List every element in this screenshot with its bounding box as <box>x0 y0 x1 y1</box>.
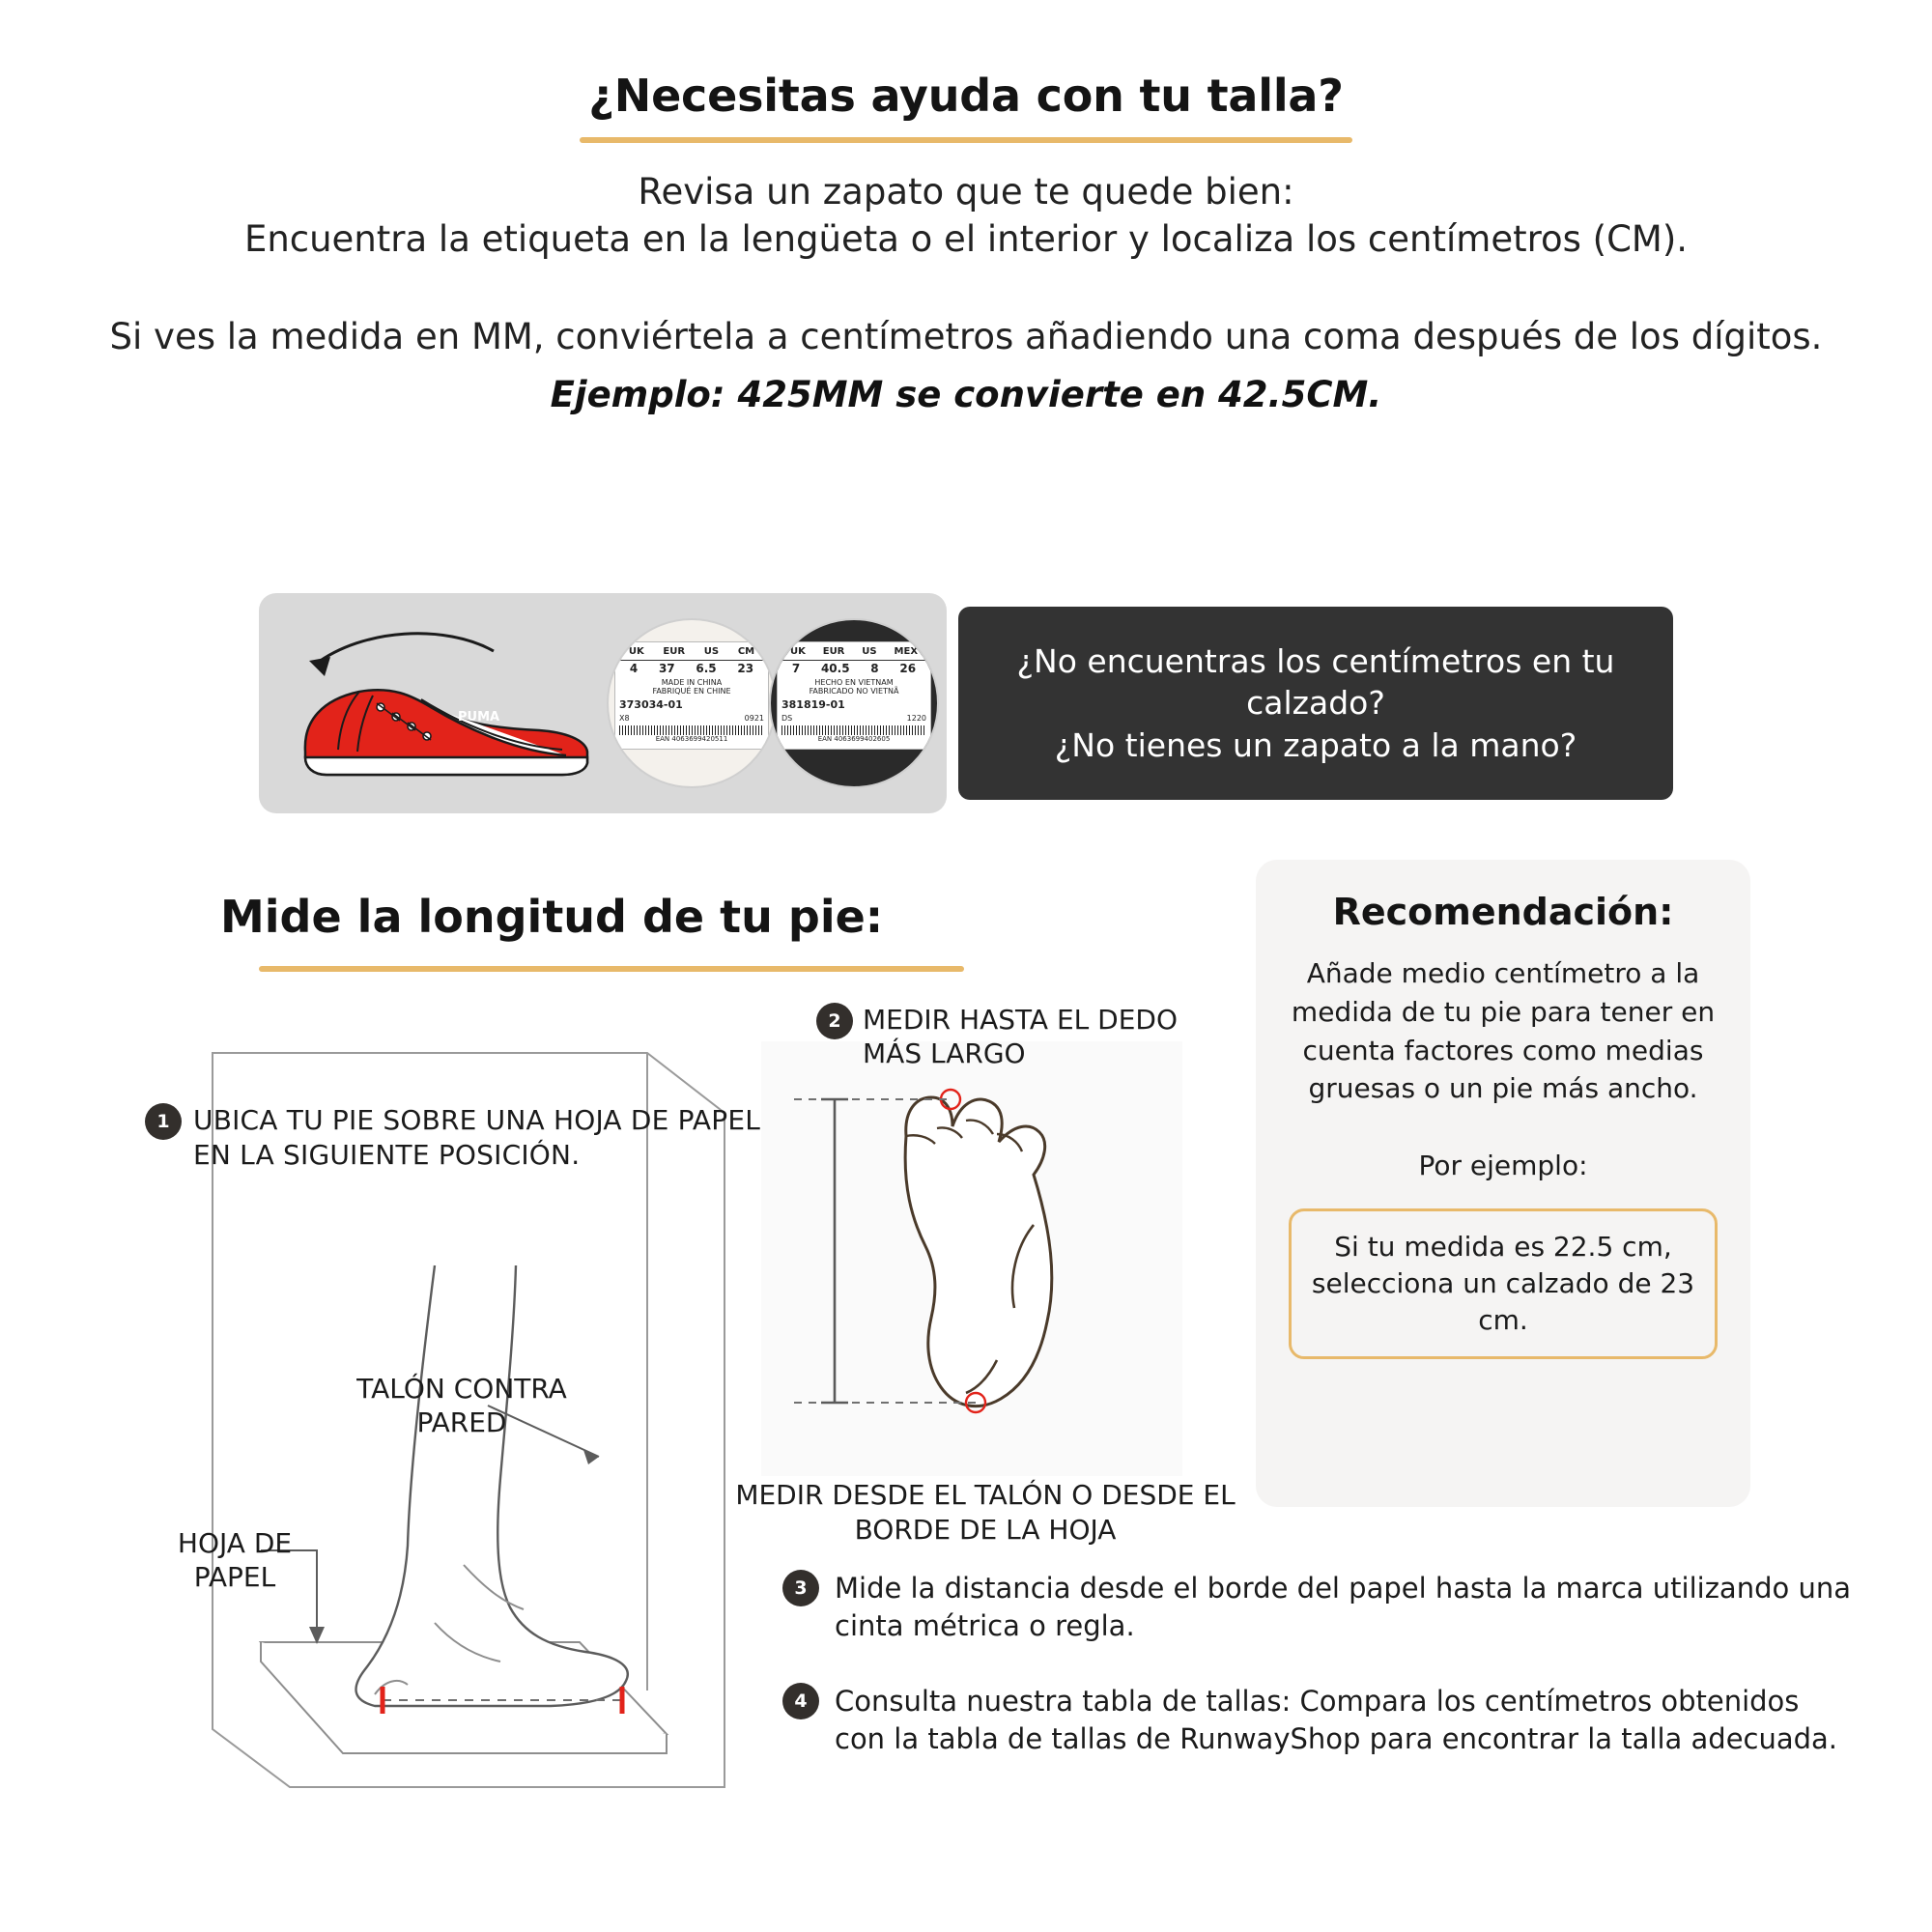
callout-line-2: ¿No tienes un zapato a la mano? <box>1054 725 1577 764</box>
page-title: ¿Necesitas ayuda con tu talla? <box>588 70 1344 122</box>
label-values-white <box>619 661 764 676</box>
label-value: 37 <box>658 661 675 675</box>
hoja-papel-label: HOJA DE PAPEL <box>177 1527 293 1593</box>
label-value: 8 <box>870 661 879 675</box>
callout-line-1: ¿No encuentras los centímetros en tu calzado? <box>1016 641 1615 723</box>
label-origin-black <box>781 678 926 696</box>
recommendation-example-label: Por ejemplo: <box>1418 1150 1588 1181</box>
shoe-label-white <box>607 618 777 788</box>
sneaker-icon <box>276 607 614 800</box>
step-1-text: UBICA TU PIE SOBRE UNA HOJA DE PAPEL EN LA SIGUIENTE POSICIÓN. <box>193 1104 761 1172</box>
intro-line-2: Encuentra la etiqueta en la lengüeta o el interior y localiza los centímetros (CM). <box>243 218 1689 261</box>
label-codes-white <box>619 714 764 724</box>
label-header: US <box>862 646 877 657</box>
label-header: MEX <box>894 646 919 657</box>
label-header: UK <box>789 646 806 657</box>
step-4-badge: 4 <box>782 1683 819 1719</box>
measure-section-title: Mide la longitud de tu pie: <box>220 891 884 943</box>
step-3-text: Mide la distancia desde el borde del papel hasta la marca utilizando una cinta métrica o regla. <box>835 1572 1851 1643</box>
shoe-label-black <box>769 618 939 788</box>
mm-conversion-text <box>0 313 1932 417</box>
label-headers-white <box>619 646 764 661</box>
label-value: 4 <box>629 661 639 675</box>
label-header: EUR <box>663 646 686 657</box>
recommendation-title: Recomendación: <box>1332 891 1674 933</box>
step-2-badge: 2 <box>816 1003 853 1039</box>
label-left-code: X8 <box>619 714 630 724</box>
foot-outline-diagram <box>761 1041 1182 1476</box>
talon-label: TALÓN CONTRA PARED <box>356 1373 567 1438</box>
intro-text <box>0 168 1932 263</box>
label-header: CM <box>737 646 755 657</box>
label-tag-black <box>777 641 931 750</box>
label-values-black <box>781 661 926 676</box>
measure-section-underline <box>259 966 964 972</box>
label-codes-black <box>781 714 926 724</box>
step-4-text: Consulta nuestra tabla de tallas: Compara los centímetros obtenidos con la tabla de tallas de RunwayShop para encontrar la talla adecuada. <box>835 1685 1838 1756</box>
title-underline <box>580 137 1352 143</box>
barcode-icon <box>781 725 926 735</box>
barcode-icon <box>619 725 764 735</box>
foot-measure-caption: MEDIR DESDE EL TALÓN O DESDE EL BORDE DE LA HOJA <box>735 1479 1236 1546</box>
label-tag-white <box>614 641 769 750</box>
label-value: 6.5 <box>696 661 717 675</box>
recommendation-example-box: Si tu medida es 22.5 cm, selecciona un calzado de 23 cm. <box>1289 1208 1718 1359</box>
label-value-mex: 26 <box>899 661 917 675</box>
label-ean-black: EAN 4063699402605 <box>817 735 891 744</box>
label-value: 40.5 <box>820 661 850 675</box>
mm-example: Ejemplo: 425MM se convierte en 42.5CM. <box>550 373 1382 415</box>
label-right-code: 1220 <box>906 714 926 724</box>
label-header: US <box>703 646 720 657</box>
label-origin-line: MADE IN CHINA <box>661 677 723 687</box>
label-origin-white <box>619 678 764 696</box>
step-3-badge: 3 <box>782 1570 819 1606</box>
shoe-illustration-panel <box>259 593 947 813</box>
mm-instruction: Si ves la medida en MM, conviértela a centímetros añadiendo una coma después de los dígitos. <box>109 316 1823 358</box>
step-1-badge: 1 <box>145 1103 182 1140</box>
label-headers-black <box>781 646 926 661</box>
label-code-white: 373034-01 <box>619 697 683 711</box>
step-1 <box>145 1103 782 1174</box>
label-right-code: 0921 <box>744 714 764 724</box>
label-value-cm: 23 <box>737 661 754 675</box>
label-origin-line: HECHO EN VIETNAM <box>814 677 894 687</box>
intro-line-1: Revisa un zapato que te quede bien: <box>638 171 1294 213</box>
no-cm-callout <box>958 607 1673 800</box>
label-ean-white: EAN 4063699420511 <box>655 735 728 744</box>
recommendation-body: Añade medio centímetro a la medida de tu pie para tener en cuenta factores como medias gruesas o un pie más ancho. <box>1291 957 1716 1105</box>
label-value: 7 <box>791 661 801 675</box>
foot-outline-panel <box>761 1041 1182 1476</box>
step-3 <box>782 1570 1855 1646</box>
label-header: EUR <box>822 646 845 657</box>
label-code-black: 381819-01 <box>781 697 845 711</box>
label-origin-line: FABRICADO NO VIETNÃ <box>809 687 899 696</box>
label-header: UK <box>628 646 644 657</box>
label-left-code: DS <box>781 714 793 724</box>
step-4 <box>782 1683 1855 1759</box>
step-2-text: MEDIR HASTA EL DEDO MÁS LARGO <box>863 1004 1179 1070</box>
svg-text:PUMA: PUMA <box>458 710 500 724</box>
header <box>0 70 1932 418</box>
recommendation-card <box>1256 860 1750 1507</box>
label-origin-line: FABRIQUÉ EN CHINE <box>652 687 731 696</box>
step-2 <box>816 1003 1183 1071</box>
